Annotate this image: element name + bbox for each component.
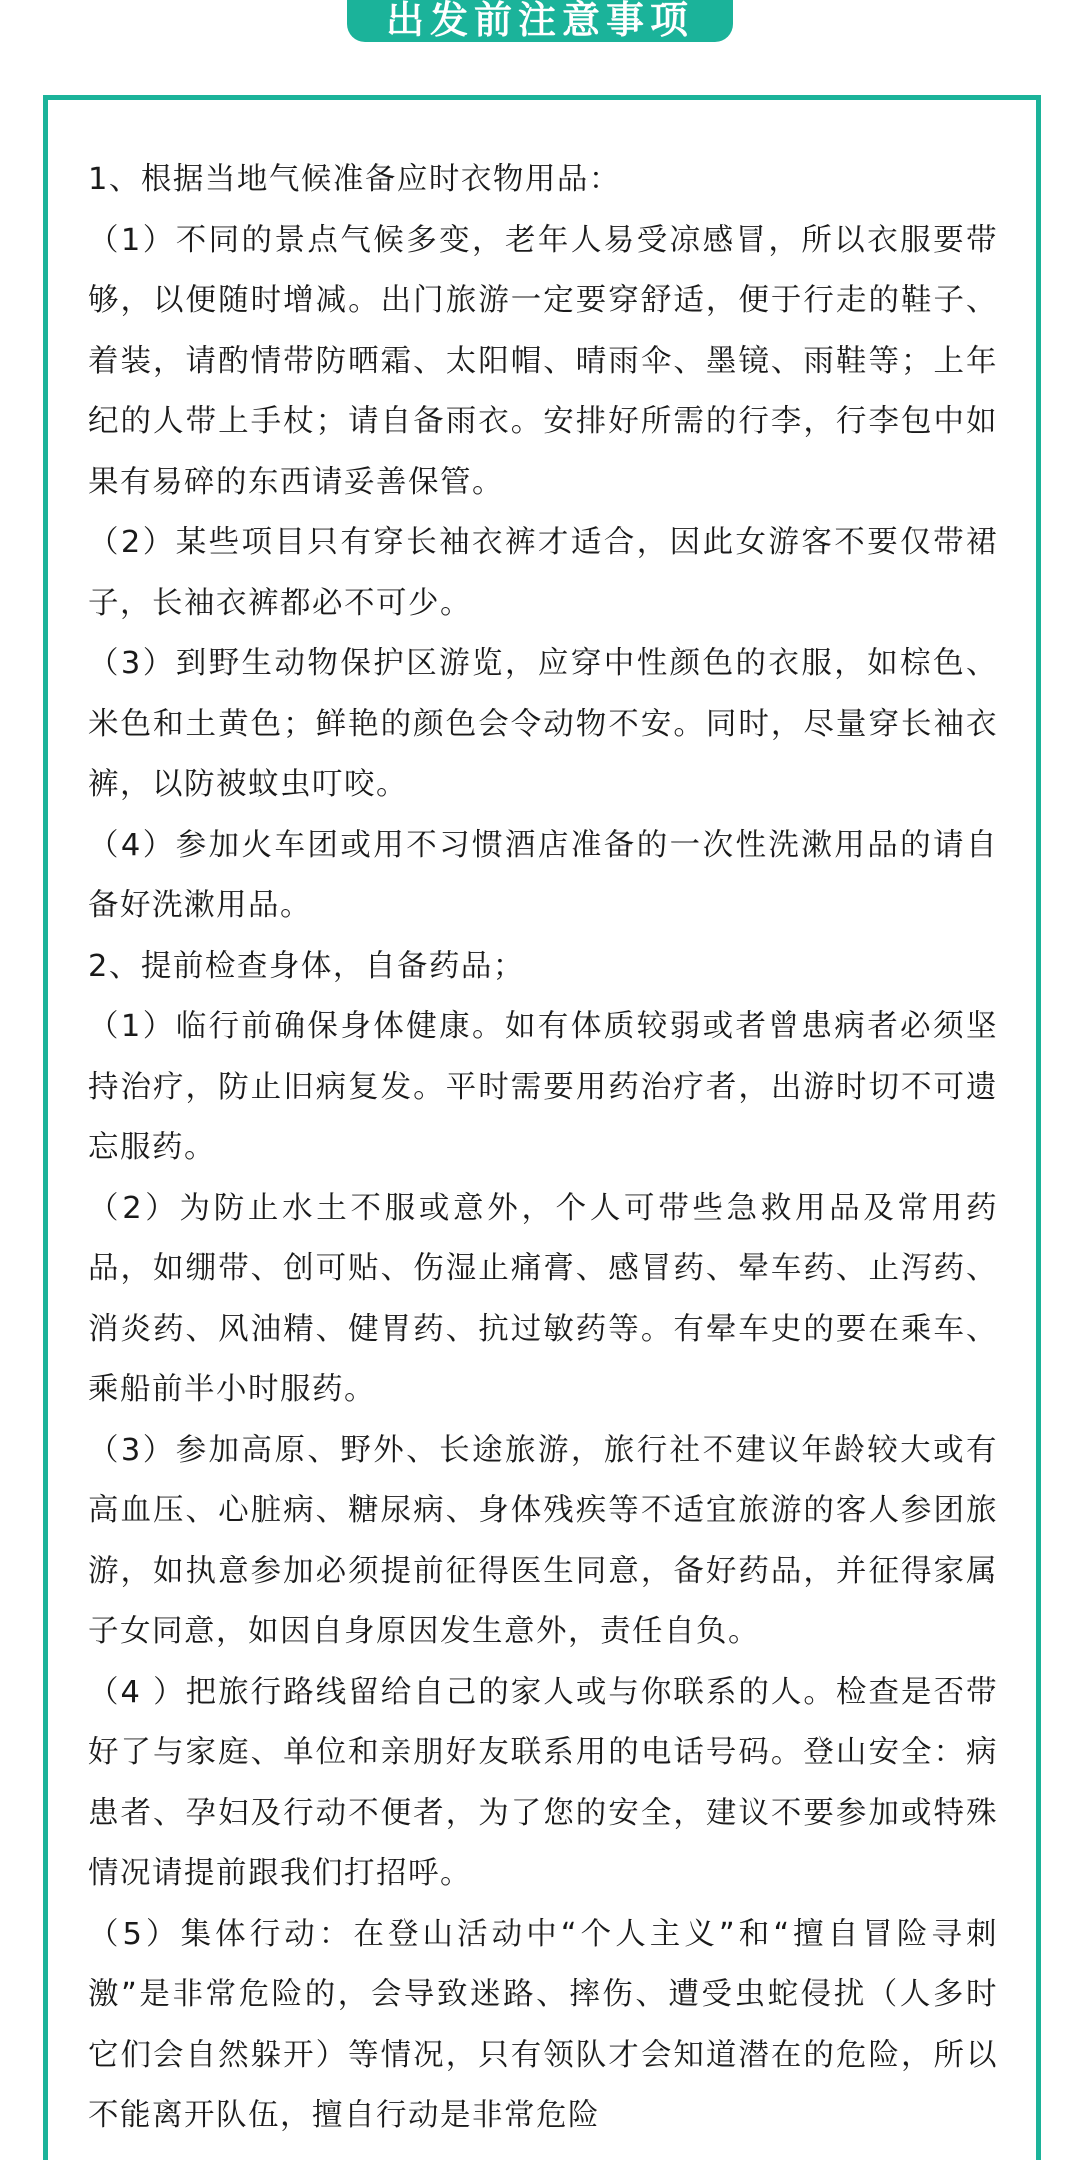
paragraph-2-5: （5）集体行动：在登山活动中“个人主义”和“擅自冒险寻刺激”是非常危险的，会导致迷路、摔伤、遭受虫蛇侵扰（人多时它们会自然躲开）等情况，只有领队才会知道潜在的危险，所以不能离开队伍，擅自行动是非常危险 <box>88 1916 998 2133</box>
paragraph-1-2: （2）某些项目只有穿长袖衣裤才适合，因此女游客不要仅带裙子，长袖衣裤都必不可少。 <box>88 525 998 621</box>
paragraph-1-4: （4）参加火车团或用不习惯酒店准备的一次性洗漱用品的请自备好洗漱用品。 <box>88 827 998 923</box>
paragraph-1-3: （3）到野生动物保护区游览，应穿中性颜色的衣服，如棕色、米色和土黄色；鲜艳的颜色会令动物不安。同时，尽量穿长袖衣裤，以防被蚊虫叮咬。 <box>88 646 998 802</box>
paragraph-2-2: （2）为防止水土不服或意外，个人可带些急救用品及常用药品，如绷带、创可贴、伤湿止痛膏、感冒药、晕车药、止泻药、消炎药、风油精、健胃药、抗过敏药等。有晕车史的要在乘车、乘船前半小时服药。 <box>88 1190 998 1407</box>
paragraph-2-4: （4 ）把旅行路线留给自己的家人或与你联系的人。检查是否带好了与家庭、单位和亲朋好友联系用的电话号码。登山安全：病患者、孕妇及行动不便者，为了您的安全，建议不要参加或特殊情况请提前跟我们打招呼。 <box>88 1674 998 1891</box>
section-title: 出发前注意事项 <box>385 0 694 42</box>
paragraph-1: 1、根据当地气候准备应时衣物用品： <box>88 162 621 197</box>
notice-content <box>88 150 998 2147</box>
paragraph-1-1: （1）不同的景点气候多变，老年人易受凉感冒，所以衣服要带够，以便随时增减。出门旅游一定要穿舒适，便于行走的鞋子、着装，请酌情带防晒霜、太阳帽、晴雨伞、墨镜、雨鞋等；上年纪的人带上手杖；请自备雨衣。安排好所需的行李，行李包中如果有易碎的东西请妥善保管。 <box>88 222 998 500</box>
paragraph-2: 2、提前检查身体，自备药品； <box>88 948 525 984</box>
paragraph-2-1: （1）临行前确保身体健康。如有体质较弱或者曾患病者必须坚持治疗，防止旧病复发。平时需要用药治疗者，出游时切不可遗忘服药。 <box>88 1009 998 1165</box>
paragraph-2-3: （3）参加高原、野外、长途旅游，旅行社不建议年龄较大或有高血压、心脏病、糖尿病、身体残疾等不适宜旅游的客人参团旅游，如执意参加必须提前征得医生同意，备好药品，并征得家属子女同意，如因自身原因发生意外，责任自负。 <box>88 1432 998 1649</box>
section-title-banner <box>347 0 733 42</box>
